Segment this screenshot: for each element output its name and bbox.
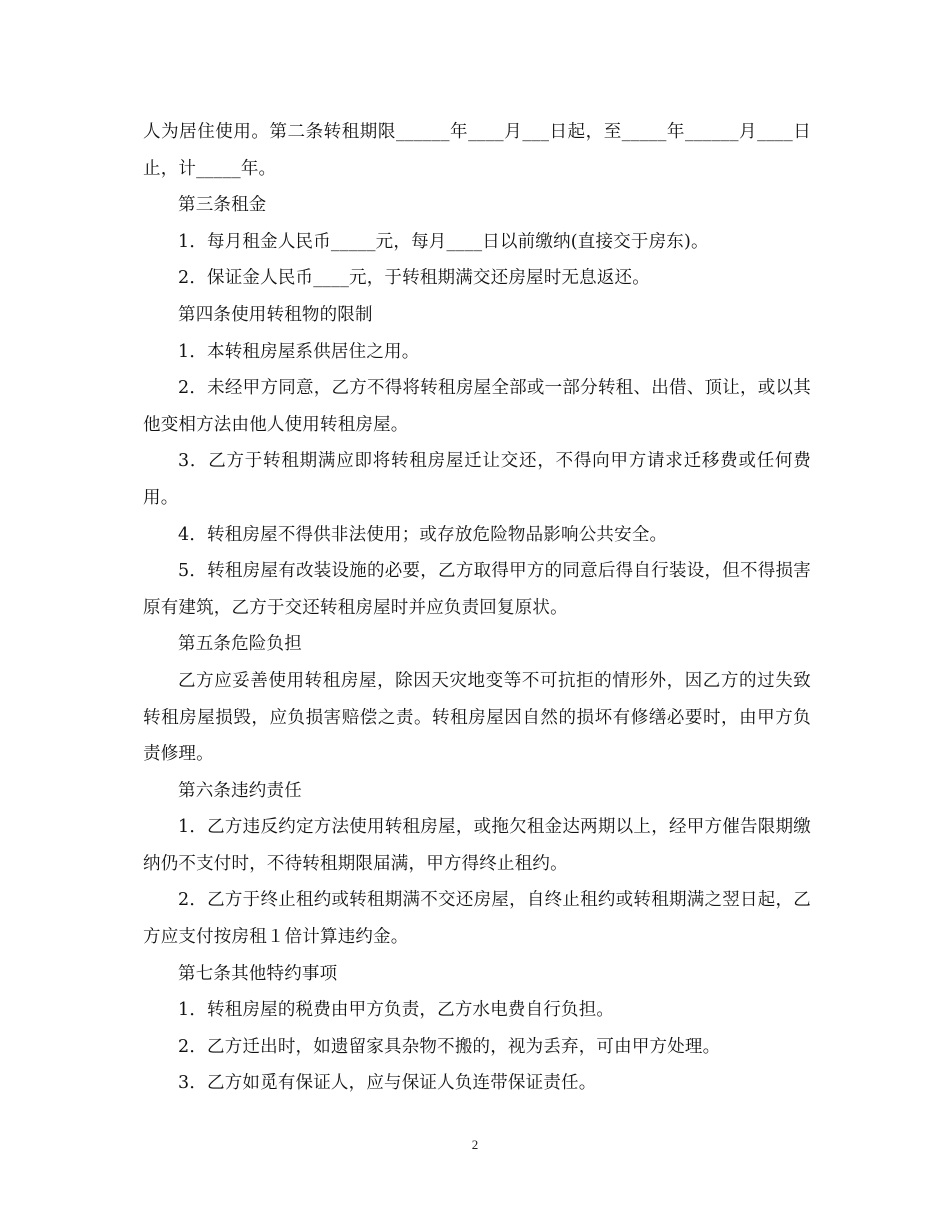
heading-article-7-special-terms: 第七条其他特约事项 — [178, 963, 338, 984]
paragraph-residential-use: 1．本转租房屋系供居住之用。 — [178, 341, 420, 362]
paragraph-taxes-utilities: 1．转租房屋的税费由甲方负责，乙方水电费自行负担。 — [178, 1000, 615, 1021]
heading-article-5-risk: 第五条危险负担 — [178, 634, 302, 655]
page-number: 2 — [471, 1137, 479, 1152]
paragraph-no-sublet: 2．未经甲方同意，乙方不得将转租房屋全部或一部分转租、出借、顶让，或以其他变相方法由他人使用转租房屋。 — [143, 378, 811, 435]
paragraph-deposit: 2．保证金人民币____元，于转租期满交还房屋时无息返还。 — [178, 268, 650, 289]
paragraph-termination: 1．乙方违反约定方法使用转租房屋，或拖欠租金达两期以上，经甲方催告限期缴纳仍不支付时，不待转租期限届满，甲方得终止租约。 — [143, 817, 811, 874]
paragraph-penalty: 2．乙方于终止租约或转租期满不交还房屋，自终止租约或转租期满之翌日起，乙方应支付按房租１倍计算违约金。 — [143, 890, 811, 948]
paragraph-abandoned-items: 2．乙方迁出时，如遗留家具杂物不搬的，视为丢弃，可由甲方处理。 — [178, 1036, 721, 1057]
document-body — [143, 114, 811, 1102]
paragraph-damage-liability: 乙方应妥善使用转租房屋，除因天灾地变等不可抗拒的情形外，因乙方的过失致转租房屋损毁，应负损害赔偿之责。转租房屋因自然的损坏有修缮必要时，由甲方负责修理。 — [143, 670, 811, 765]
heading-article-6-breach: 第六条违约责任 — [178, 780, 302, 801]
heading-article-3-rent: 第三条租金 — [178, 195, 267, 216]
paragraph-modifications: 5．转租房屋有改装设施的必要，乙方取得甲方的同意后得自行装设，但不得损害原有建筑，乙方于交还转租房屋时并应负责回复原状。 — [143, 561, 811, 618]
paragraph-no-illegal-use: 4．转租房屋不得供非法使用；或存放危险物品影响公共安全。 — [178, 524, 668, 545]
paragraph-return-on-expiry: 3．乙方于转租期满应即将转租房屋迁让交还，不得向甲方请求迁移费或任何费用。 — [143, 451, 811, 508]
paragraph-lease-term: 人为居住使用。第二条转租期限______年____月___日起，至_____年______月____日止，计_____年。 — [143, 122, 811, 179]
paragraph-monthly-rent: 1．每月租金人民币_____元，每月____日以前缴纳(直接交于房东)。 — [178, 231, 709, 252]
paragraph-guarantor: 3．乙方如觅有保证人，应与保证人负连带保证责任。 — [178, 1073, 597, 1094]
heading-article-4-restrictions: 第四条使用转租物的限制 — [178, 304, 373, 325]
